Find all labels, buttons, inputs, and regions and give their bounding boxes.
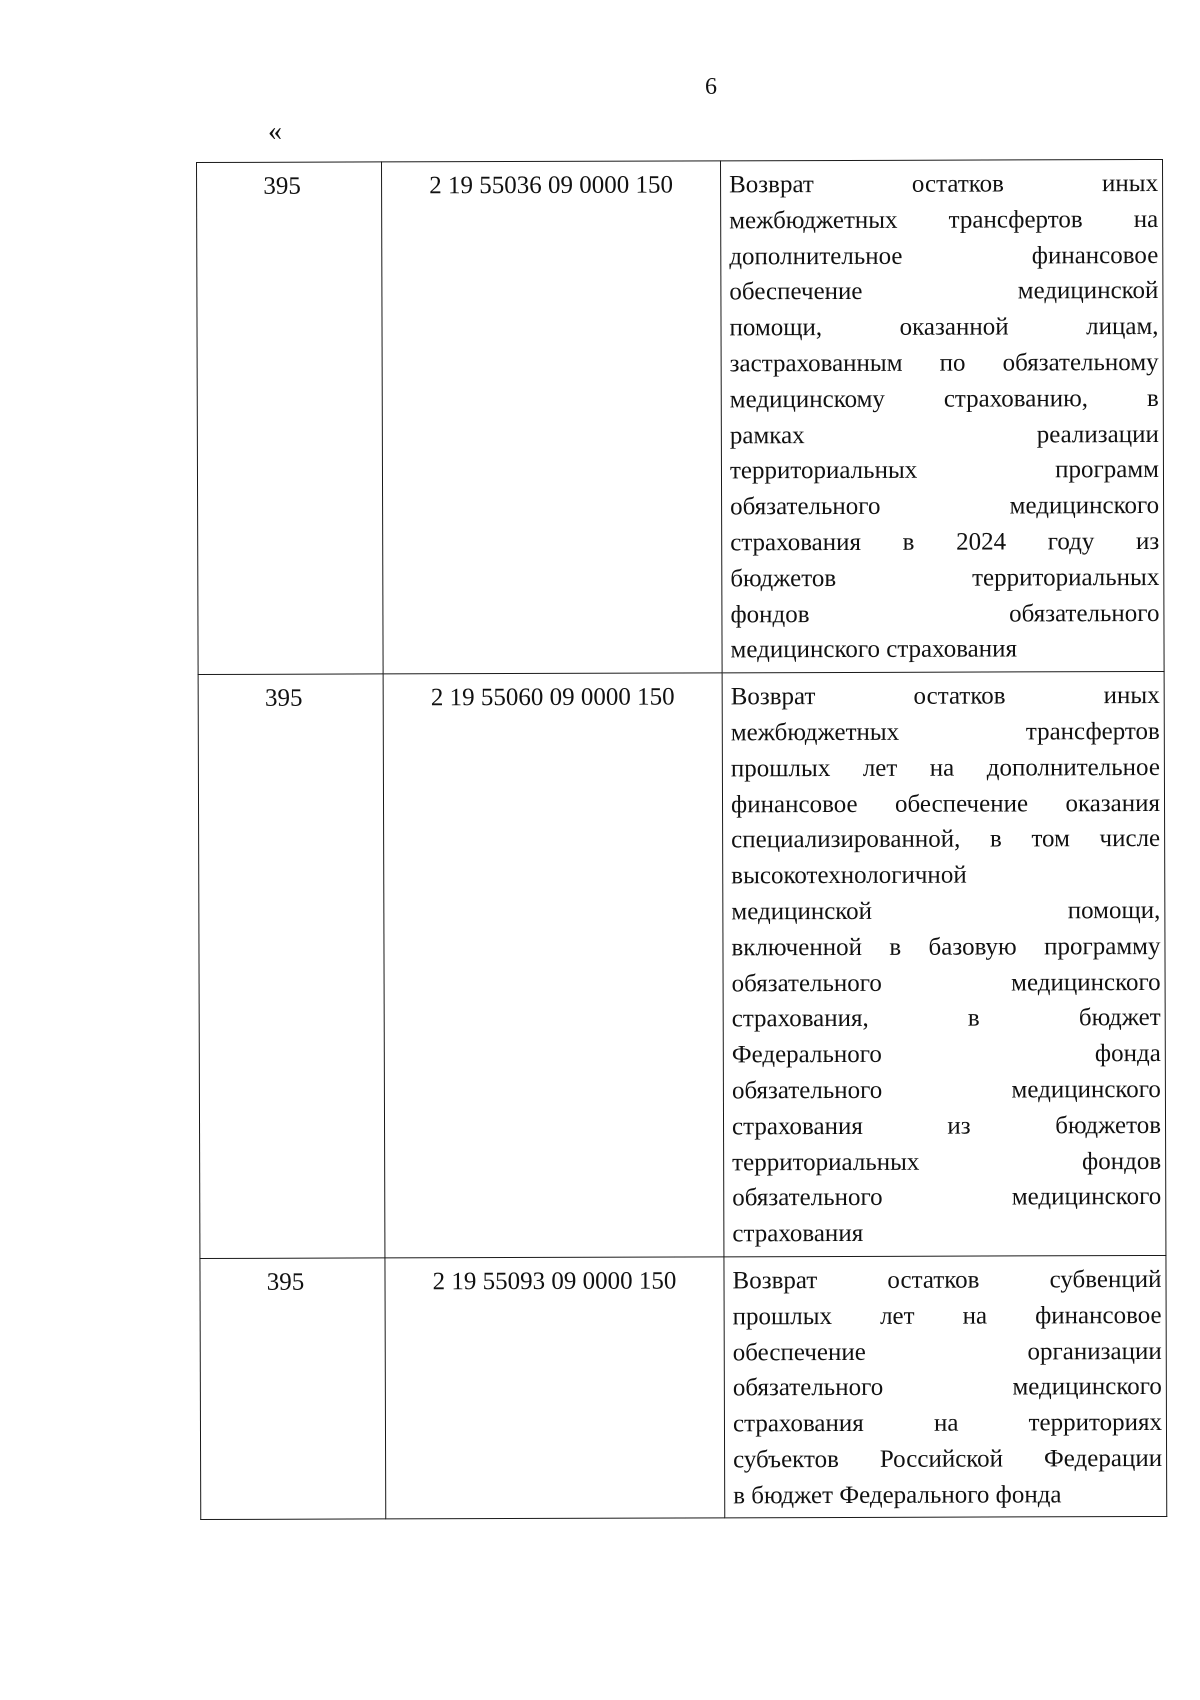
description-line: помощи, оказанной лицам, [729, 313, 1159, 342]
description-line: прошлых лет на финансовое [732, 1301, 1162, 1331]
budget-classification-table [196, 159, 1167, 1521]
description-line: фондов обязательного [730, 599, 1160, 628]
description-line: территориальных фондов [732, 1147, 1162, 1176]
description-line: страхования [732, 1220, 864, 1248]
description-line: обеспечение организации [732, 1337, 1162, 1366]
description-line: финансовое обеспечение оказания [730, 789, 1161, 818]
description-line: страхования в 2024 году из [730, 527, 1160, 557]
description-cell [724, 1255, 1167, 1518]
description-line: прошлых лет на дополнительное [730, 753, 1160, 783]
description-line: обеспечение медицинской [729, 277, 1159, 306]
page-number: 6 [705, 74, 717, 100]
table-row [197, 159, 1165, 674]
description-line: территориальных программ [729, 456, 1160, 485]
description-line: Возврат остатков иных [730, 682, 1160, 711]
budget-code-cell: 2 19 55093 09 0000 150 [385, 1257, 725, 1520]
table-row [198, 672, 1166, 1259]
description-line: субъектов Российской Федерации [733, 1444, 1163, 1474]
description-line: межбюджетных трансфертов на [729, 205, 1159, 235]
description-line: специализированной, в том числе [731, 825, 1161, 854]
description-line: медицинской помощи, [731, 896, 1161, 926]
description-line: дополнительное финансовое [729, 241, 1159, 270]
description-line: межбюджетных трансфертов [730, 717, 1160, 747]
description-line: обязательного медицинского [732, 1373, 1162, 1402]
description-line: обязательного медицинского [732, 1183, 1162, 1212]
description-line: в бюджет Федерального фонда [733, 1480, 1062, 1510]
description-line: бюджетов территориальных [730, 563, 1160, 593]
description-line: застрахованным по обязательному [729, 348, 1159, 378]
admin-code-cell: 395 [198, 674, 385, 1258]
description-line: обязательного медицинского [731, 968, 1161, 997]
description-line: страхования на территориях [732, 1409, 1163, 1438]
admin-code-cell: 395 [197, 162, 384, 675]
description-line: высокотехнологичной [731, 861, 967, 890]
description-line: медицинского страхования [730, 635, 1018, 664]
description-line: медицинскому страхованию, в [729, 384, 1159, 414]
description-line: Федерального фонда [731, 1040, 1161, 1069]
table-row [200, 1255, 1167, 1520]
description-line: рамках реализации [729, 420, 1159, 449]
budget-code-cell: 2 19 55036 09 0000 150 [382, 161, 723, 674]
description-line: Возврат остатков иных [729, 169, 1159, 199]
description-line: Возврат остатков субвенций [732, 1265, 1162, 1295]
budget-code-cell: 2 19 55060 09 0000 150 [383, 673, 724, 1258]
description-cell [720, 159, 1164, 673]
description-cell [722, 672, 1166, 1257]
description-line: страхования, в бюджет [731, 1004, 1161, 1033]
description-line: обязательного медицинского [730, 492, 1160, 521]
description-line: включенной в базовую программу [731, 932, 1161, 962]
description-line: обязательного медицинского [731, 1075, 1161, 1105]
admin-code-cell: 395 [200, 1258, 386, 1520]
description-line: страхования из бюджетов [731, 1111, 1162, 1141]
opening-quote-mark: « [268, 116, 282, 147]
